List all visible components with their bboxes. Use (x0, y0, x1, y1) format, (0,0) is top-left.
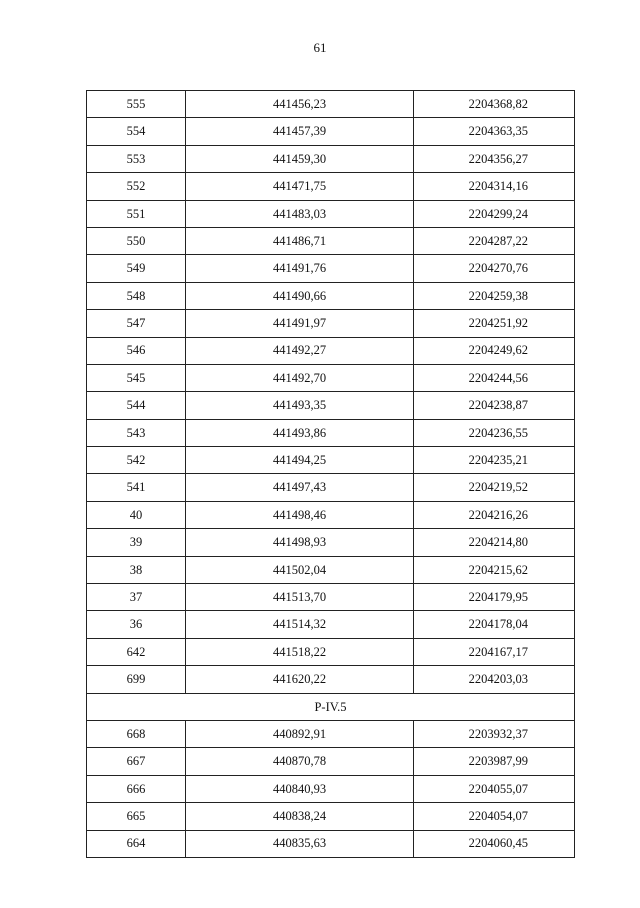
table-row (87, 392, 575, 419)
table-row (87, 118, 575, 145)
point-number-cell: 544 (87, 392, 186, 419)
point-number-cell: 542 (87, 447, 186, 474)
table-row (87, 720, 575, 747)
point-number-cell: 664 (87, 830, 186, 857)
table-row (87, 501, 575, 528)
x-coordinate-cell: 441492,27 (186, 337, 414, 364)
table-row (87, 337, 575, 364)
x-coordinate-cell: 441459,30 (186, 145, 414, 172)
x-coordinate-cell: 441513,70 (186, 584, 414, 611)
table-row (87, 173, 575, 200)
y-coordinate-cell: 2204287,22 (414, 227, 575, 254)
point-number-cell: 665 (87, 803, 186, 830)
y-coordinate-cell: 2203932,37 (414, 720, 575, 747)
point-number-cell: 39 (87, 529, 186, 556)
y-coordinate-cell: 2204203,03 (414, 666, 575, 693)
x-coordinate-cell: 441471,75 (186, 173, 414, 200)
section-label: P-IV.5 (87, 693, 575, 720)
table-row (87, 91, 575, 118)
x-coordinate-cell: 440838,24 (186, 803, 414, 830)
point-number-cell: 38 (87, 556, 186, 583)
point-number-cell: 546 (87, 337, 186, 364)
x-coordinate-cell: 441457,39 (186, 118, 414, 145)
y-coordinate-cell: 2204178,04 (414, 611, 575, 638)
x-coordinate-cell: 440870,78 (186, 748, 414, 775)
table-row (87, 200, 575, 227)
x-coordinate-cell: 440840,93 (186, 775, 414, 802)
table-row (87, 775, 575, 802)
x-coordinate-cell: 441491,76 (186, 255, 414, 282)
table-row (87, 255, 575, 282)
y-coordinate-cell: 2204219,52 (414, 474, 575, 501)
y-coordinate-cell: 2204215,62 (414, 556, 575, 583)
y-coordinate-cell: 2204368,82 (414, 91, 575, 118)
table-row (87, 556, 575, 583)
x-coordinate-cell: 441492,70 (186, 364, 414, 391)
x-coordinate-cell: 441514,32 (186, 611, 414, 638)
x-coordinate-cell: 441490,66 (186, 282, 414, 309)
x-coordinate-cell: 440892,91 (186, 720, 414, 747)
x-coordinate-cell: 441494,25 (186, 447, 414, 474)
y-coordinate-cell: 2204314,16 (414, 173, 575, 200)
y-coordinate-cell: 2204299,24 (414, 200, 575, 227)
table-row (87, 584, 575, 611)
page-number: 61 (313, 40, 327, 55)
x-coordinate-cell: 441486,71 (186, 227, 414, 254)
y-coordinate-cell: 2204235,21 (414, 447, 575, 474)
point-number-cell: 642 (87, 638, 186, 665)
coordinates-table-body-top (87, 91, 575, 694)
table-row (87, 227, 575, 254)
table-row (87, 748, 575, 775)
y-coordinate-cell: 2204251,92 (414, 310, 575, 337)
y-coordinate-cell: 2204060,45 (414, 830, 575, 857)
point-number-cell: 667 (87, 748, 186, 775)
x-coordinate-cell: 441493,86 (186, 419, 414, 446)
x-coordinate-cell: 441498,93 (186, 529, 414, 556)
point-number-cell: 541 (87, 474, 186, 501)
table-row (87, 611, 575, 638)
point-number-cell: 36 (87, 611, 186, 638)
point-number-cell: 549 (87, 255, 186, 282)
point-number-cell: 40 (87, 501, 186, 528)
section-row (87, 693, 575, 720)
table-row (87, 803, 575, 830)
point-number-cell: 554 (87, 118, 186, 145)
point-number-cell: 668 (87, 720, 186, 747)
coordinates-table-body-bottom (87, 720, 575, 857)
point-number-cell: 37 (87, 584, 186, 611)
x-coordinate-cell: 441493,35 (186, 392, 414, 419)
table-row (87, 419, 575, 446)
y-coordinate-cell: 2204054,07 (414, 803, 575, 830)
x-coordinate-cell: 441491,97 (186, 310, 414, 337)
point-number-cell: 699 (87, 666, 186, 693)
point-number-cell: 555 (87, 91, 186, 118)
y-coordinate-cell: 2204214,80 (414, 529, 575, 556)
point-number-cell: 543 (87, 419, 186, 446)
point-number-cell: 551 (87, 200, 186, 227)
point-number-cell: 550 (87, 227, 186, 254)
x-coordinate-cell: 441483,03 (186, 200, 414, 227)
table-row (87, 364, 575, 391)
table-row (87, 310, 575, 337)
y-coordinate-cell: 2204216,26 (414, 501, 575, 528)
x-coordinate-cell: 440835,63 (186, 830, 414, 857)
coordinates-table (86, 90, 575, 858)
y-coordinate-cell: 2204244,56 (414, 364, 575, 391)
y-coordinate-cell: 2204363,35 (414, 118, 575, 145)
table-row (87, 145, 575, 172)
x-coordinate-cell: 441502,04 (186, 556, 414, 583)
table-row (87, 447, 575, 474)
point-number-cell: 553 (87, 145, 186, 172)
x-coordinate-cell: 441498,46 (186, 501, 414, 528)
table-row (87, 529, 575, 556)
y-coordinate-cell: 2204356,27 (414, 145, 575, 172)
point-number-cell: 548 (87, 282, 186, 309)
table-row (87, 830, 575, 857)
y-coordinate-cell: 2204167,17 (414, 638, 575, 665)
y-coordinate-cell: 2204236,55 (414, 419, 575, 446)
x-coordinate-cell: 441497,43 (186, 474, 414, 501)
x-coordinate-cell: 441456,23 (186, 91, 414, 118)
y-coordinate-cell: 2203987,99 (414, 748, 575, 775)
y-coordinate-cell: 2204270,76 (414, 255, 575, 282)
y-coordinate-cell: 2204055,07 (414, 775, 575, 802)
table-row (87, 666, 575, 693)
table-row (87, 474, 575, 501)
y-coordinate-cell: 2204238,87 (414, 392, 575, 419)
point-number-cell: 547 (87, 310, 186, 337)
y-coordinate-cell: 2204179,95 (414, 584, 575, 611)
table-row (87, 282, 575, 309)
y-coordinate-cell: 2204249,62 (414, 337, 575, 364)
section-row-group (87, 693, 575, 720)
y-coordinate-cell: 2204259,38 (414, 282, 575, 309)
x-coordinate-cell: 441518,22 (186, 638, 414, 665)
point-number-cell: 552 (87, 173, 186, 200)
table-row (87, 638, 575, 665)
x-coordinate-cell: 441620,22 (186, 666, 414, 693)
point-number-cell: 545 (87, 364, 186, 391)
point-number-cell: 666 (87, 775, 186, 802)
